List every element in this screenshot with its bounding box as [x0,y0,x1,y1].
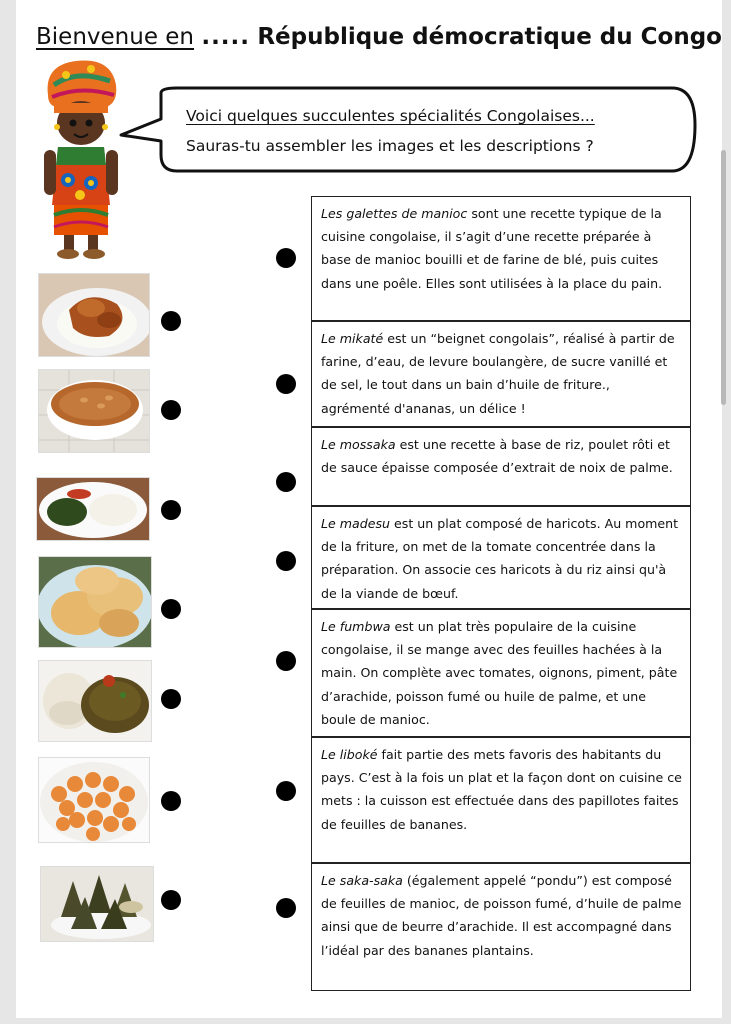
left-dot[interactable] [161,689,181,709]
madesu-photo [38,369,150,453]
bubble-line-1: Voici quelques succulentes spécialités Congolaises... [186,107,595,125]
fumbwa-photo [38,660,152,742]
description-saka-saka [311,863,691,991]
description-fumbwa [311,609,691,737]
left-dot[interactable] [161,791,181,811]
left-dot[interactable] [161,500,181,520]
description-liboke [311,737,691,863]
dish-name: Les galettes de manioc [321,206,468,221]
title-country: République démocratique du Congo [257,24,722,50]
left-dot[interactable] [161,311,181,331]
right-dot[interactable] [276,898,296,918]
right-dot[interactable] [276,374,296,394]
galettes-photo [38,556,152,648]
liboke-photo [40,866,154,942]
title-dots: ..... [201,24,251,50]
dish-name: Le mikaté [321,331,384,346]
scrollbar[interactable] [721,150,726,405]
speech-bubble [117,85,699,177]
left-dot[interactable] [161,599,181,619]
description-mikate [311,321,691,427]
left-dot[interactable] [161,400,181,420]
dish-text: est un plat composé de haricots. Au moment de la friture, on met de la tomate concentrée dans la préparation. On associe ces haricots à du riz ainsi qu'à de la viande de bœuf. [321,516,679,601]
saka-saka-photo [36,477,150,541]
right-dot[interactable] [276,248,296,268]
right-dot[interactable] [276,472,296,492]
description-madesu [311,506,691,609]
description-galettes [311,196,691,321]
dish-text: (également appelé “pondu”) est composé de feuilles de manioc, de poisson fumé, d’huile de palme ainsi que de beurre d’arachide. Il est accompagné dans l’idéal par des bananes plantains. [321,873,682,958]
dish-text: fait partie des mets favoris des habitants du pays. C’est à la fois un plat et la façon dont on cuisine ce mets : la cuisson est effectuée dans des papillotes faites de feuilles de bananes. [321,747,682,832]
girl-illustration [36,55,126,260]
mossaka-photo [38,273,150,357]
dish-text: est un “beignet congolais”, réalisé à partir de farine, d’eau, de levure boulangère, de sucre vanillé et de sel, le tout dans un bain d’huile de friture., agrémenté d'ananas, un délice ! [321,331,675,416]
dish-name: Le madesu [321,516,391,531]
dish-name: Le mossaka [321,437,396,452]
dish-text: est une recette à base de riz, poulet rôti et de sauce épaisse composée d’extrait de noix de palme. [321,437,673,476]
right-dot[interactable] [276,651,296,671]
left-dot[interactable] [161,890,181,910]
dish-name: Le liboké [321,747,378,762]
bubble-line-2: Sauras-tu assembler les images et les descriptions ? [186,137,594,155]
dish-name: Le saka-saka [321,873,403,888]
page-title [36,24,722,50]
mikate-photo [38,757,150,843]
description-mossaka [311,427,691,506]
right-dot[interactable] [276,551,296,571]
title-prefix: Bienvenue en [36,24,195,50]
dish-name: Le fumbwa [321,619,391,634]
right-dot[interactable] [276,781,296,801]
dish-text: est un plat très populaire de la cuisine congolaise, il se mange avec des feuilles hachées à la main. On complète avec tomates, oignons, piment, pâte d’arachide, poisson fumé ou huile de palme, et une boule de manioc. [321,619,678,727]
dish-text: sont une recette typique de la cuisine congolaise, il s’agit d’une recette préparée à base de manioc bouilli et de farine de blé, puis cuites dans une poêle. Elles sont utilisées à la place du pain. [321,206,663,291]
